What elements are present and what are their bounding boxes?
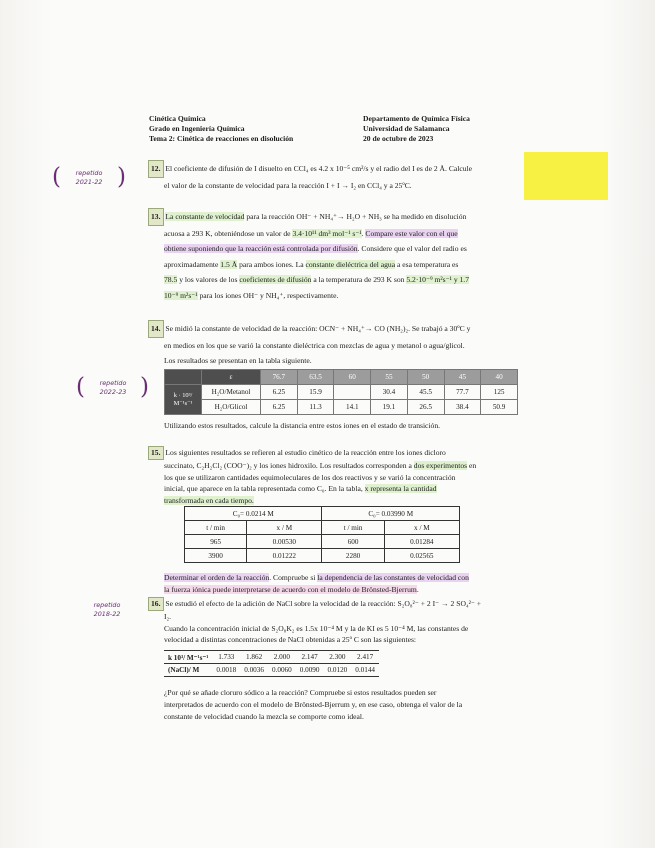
bracket-right-1: ) xyxy=(117,164,126,190)
course-header: Cinética Química Grado en Ingeniería Química Tema 2: Cinética de reacciones en disolución xyxy=(149,114,294,143)
problem-15-tasks: Determinar el orden de la reacción. Compruebe si la dependencia de las constantes de velocidad con la fuerza iónica puede interpretarse de acuerdo con el modelo de Brönsted-Bjerrum. xyxy=(164,573,469,594)
bracket-left-1: ( xyxy=(52,164,61,190)
annotation-repeated-3: repetido 2018-22 xyxy=(93,601,121,618)
problem-15: 15. Los siguientes resultados se refieren al estudio cinético de la reacción entre los iones dicloro succinato, C₂H₂Cl₂ (COO⁻)₂ y los iones hidroxilo. Los resultados corresponden a dos experimentos en los que se utilizaron cantidades equimoleculares de los dos reactivos y se varió la concentración inicial, que aparece en la tabla representada como C₀. En la tabla, x representa la cantidad transformada en cada tiempo. xyxy=(148,446,518,507)
bracket-right-2: ) xyxy=(140,374,149,400)
problem-13: 13. La constante de velocidad para la reacción OH⁻ + NH₄⁺→ H₂O + NH₃ se ha medido en disolución acuosa a 293 K, obteniéndose un valor de 3.4·10¹¹ dm³ mol⁻¹ s⁻¹. Compare este valor con el que obtiene suponiendo que la reacción está controlada por difusión. Considere que el valor del radio es aproximadamente 1.5 Å para ambos iones. La constante dieléctrica del agua a esa temperatura es 78.5 y los valores de los coeficientes de difusión a la temperatura de 293 K son 5.2·10⁻⁹ m²s⁻¹ y 1.7 10⁻⁹ m²s⁻¹ para los iones OH⁻ y NH₄⁺, respectivamente. xyxy=(148,208,518,303)
problem-number: 14. xyxy=(148,320,164,338)
problem-number: 12. xyxy=(148,160,164,178)
annotation-repeated-1: repetido 2021-22 xyxy=(75,169,103,186)
highlight-note xyxy=(524,152,608,200)
dielectric-table: ε 76.7 63.5 60 55 50 45 40 k · 10³/ M⁻¹s⁻¹ H₂O/Metanol 6.25 15.9 30.4 45.5 77.7 125 H₂O/Glicol 6.25 11.3 14.1 19.1 26.5 38.4 50.9 xyxy=(164,369,518,415)
problem-14-after: Utilizando estos resultados, calcule la distancia entre estos iones en el estado de transición. xyxy=(164,421,441,430)
annotation-repeated-2: repetido 2022-23 xyxy=(99,379,127,396)
problem-number: 16. xyxy=(148,597,164,611)
nacl-table: k 10³/ M⁻¹s⁻¹ 1.733 1.862 2.000 2.147 2.300 2.417 (NaCl)/ M 0.0018 0.0036 0.0060 0.0090 0.0120 0.0144 xyxy=(164,650,379,677)
problem-14: 14. Se midió la constante de velocidad de la reacción: OCN⁻ + NH₄⁺→ CO (NH₂)₂. Se trabajó a 30ºC y en medios en los que se varió la constante dieléctrica con mezclas de agua y metanol o agua/glicol. Los resultados se presentan en la tabla siguiente. xyxy=(148,320,528,369)
problem-16: 16. Se estudió el efecto de la adición de NaCl sobre la velocidad de la reacción: S₂O₈²⁻ + 2 I⁻ → 2 SO₄²⁻ + I₂. Cuando la concentración inicial de S₂O₈K₂ es 1.5x 10⁻⁴ M y la de KI es 5 10⁻⁴ M, las constantes de velocidad a distintas concentraciones de NaCl obtenidas a 25º C son las siguientes: xyxy=(148,597,528,646)
problem-number: 15. xyxy=(148,446,164,460)
problem-16-question: ¿Por qué se añade cloruro sódico a la reacción? Compruebe si estos resultados pueden ser interpretados de acuerdo con el modelo de Brönsted-Bjerrum y, en ese caso, obtenga el valor de la constante de velocidad cuando la mezcla se comporte como ideal. xyxy=(164,688,463,721)
succinate-table: C₀= 0.0214 M C₀= 0.03990 M t / min x / M t / min x / M 965 0.00530 600 0.01284 3900 0.01222 2280 0.02565 xyxy=(184,506,460,563)
department-header: Departamento de Química Física Universidad de Salamanca 20 de octubre de 2023 xyxy=(363,114,470,143)
problem-12: 12. El coeficiente de difusión de I disuelto en CCl₄ es 4.2 x 10⁻⁵ cm²/s y el radio del I es de 2 Å. Calcule el valor de la constante de velocidad para la reacción I + I → I₂ en CCl₄ y a 25ºC. xyxy=(148,160,528,193)
problem-number: 13. xyxy=(148,208,164,226)
bracket-left-2: ( xyxy=(76,374,85,400)
